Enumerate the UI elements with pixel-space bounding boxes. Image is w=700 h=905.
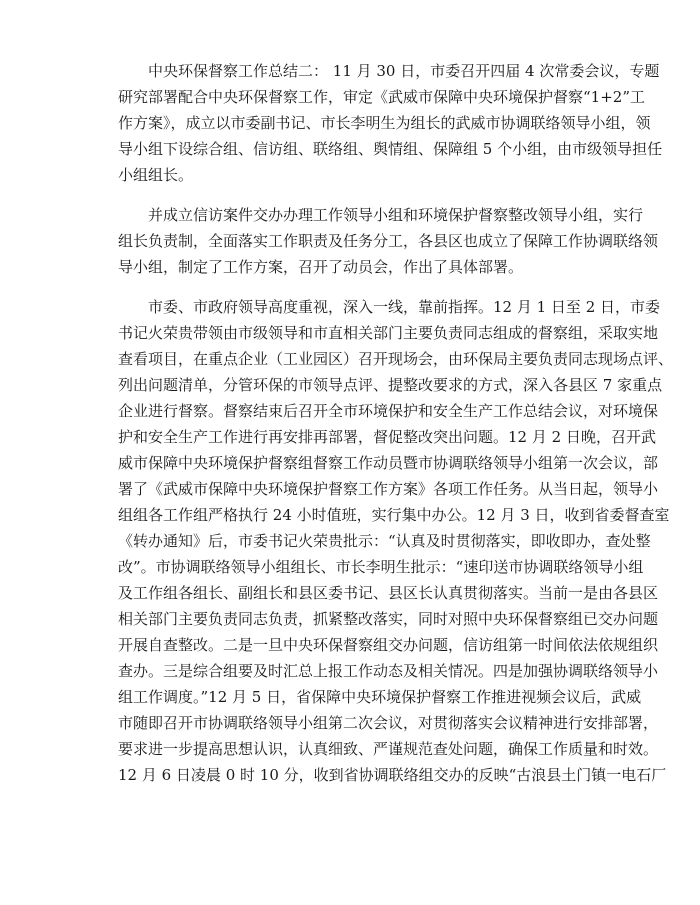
paragraph-line: 研究部署配合中央环保督察工作，审定《武威市保障中央环境保护督察“1+2”工 [118, 88, 645, 106]
paragraph-line: 作方案》，成立以市委副书记、市长李明生为组长的武威市协调联络领导小组，领 [118, 114, 651, 132]
paragraph-line: 开展自查整改。二是一旦中央环保督察组交办问题，信访组第一时间依法依规组织 [118, 636, 659, 654]
paragraph-line: 并成立信访案件交办办理工作领导小组和环境保护督察整改领导小组，实行 [148, 206, 644, 224]
paragraph-2 [118, 202, 659, 280]
paragraph-line: 要求进一步提高思想认识，认真细致、严谨规范查处问题，确保工作质量和时效。 [118, 740, 659, 758]
paragraph-line: 护和安全生产工作进行再安排再部署，督促整改突出问题。12 月 2 日晚，召开武 [118, 428, 656, 446]
paragraph-line: 组长负责制，全面落实工作职责及任务分工，各县区也成立了保障工作协调联络领 [118, 232, 659, 250]
paragraph-1 [118, 58, 663, 188]
paragraph-line: 市随即召开市协调联络领导小组第二次会议，对贯彻落实会议精神进行安排部署， [118, 714, 659, 732]
paragraph-line: 相关部门主要负责同志负责，抓紧整改落实，同时对照中央环保督察组已交办问题 [118, 610, 659, 628]
paragraph-line: 及工作组各组长、副组长和县区委书记、县区长认真贯彻落实。当前一是由各县区 [118, 584, 659, 602]
paragraph-line: 小组组长。 [118, 166, 194, 184]
paragraph-line: 企业进行督察。督察结束后召开全市环境保护和安全生产工作总结会议，对环境保 [118, 402, 659, 420]
paragraph-line: 市委、市政府领导高度重视，深入一线，靠前指挥。12 月 1 日至 2 日，市委 [148, 298, 661, 316]
paragraph-line: 组工作调度。”12 月 5 日，省保障中央环境保护督察工作推进视频会议后，武威 [118, 688, 642, 706]
paragraph-line: 署了《武威市保障中央环境保护督察工作方案》各项工作任务。从当日起，领导小 [118, 480, 659, 498]
paragraph-gap [118, 280, 598, 294]
paragraph-3 [118, 294, 674, 788]
paragraph-line: 12 月 6 日凌晨 0 时 10 分，收到省协调联络组交办的反映“古浪县土门镇一电石厂 [118, 766, 667, 784]
document-body [118, 58, 674, 788]
paragraph-line: 改”。市协调联络领导小组组长、市长李明生批示：“速印送市协调联络领导小组 [118, 558, 644, 576]
paragraph-line: 中央环保督察工作总结二： 11 月 30 日，市委召开四届 4 次常委会议，专题 [148, 62, 660, 80]
paragraph-line: 导小组下设综合组、信访组、联络组、舆情组、保障组 5 个小组，由市级领导担任 [118, 140, 663, 158]
paragraph-line: 威市保障中央环境保护督察组督察工作动员暨市协调联络领导小组第一次会议，部 [118, 454, 659, 472]
paragraph-line: 导小组，制定了工作方案，召开了动员会，作出了具体部署。 [118, 258, 524, 276]
paragraph-line: 查看项目，在重点企业（工业园区）召开现场会，由环保局主要负责同志现场点评、 [118, 350, 674, 368]
paragraph-line: 书记火荣贵带领由市级领导和市直相关部门主要负责同志组成的督察组，采取实地 [118, 324, 659, 342]
paragraph-line: 查办。三是综合组要及时汇总上报工作动态及相关情况。四是加强协调联络领导小 [118, 662, 659, 680]
paragraph-gap [118, 188, 598, 202]
paragraph-line: 列出问题清单，分管环保的市领导点评、提整改要求的方式，深入各县区 7 家重点 [118, 376, 663, 394]
paragraph-line: 《转办通知》后，市委书记火荣贵批示：“认真及时贯彻落实，即收即办，查处整 [118, 532, 651, 550]
paragraph-line: 组组各工作组严格执行 24 小时值班，实行集中办公。12 月 3 日，收到省委督查室 [118, 506, 670, 524]
